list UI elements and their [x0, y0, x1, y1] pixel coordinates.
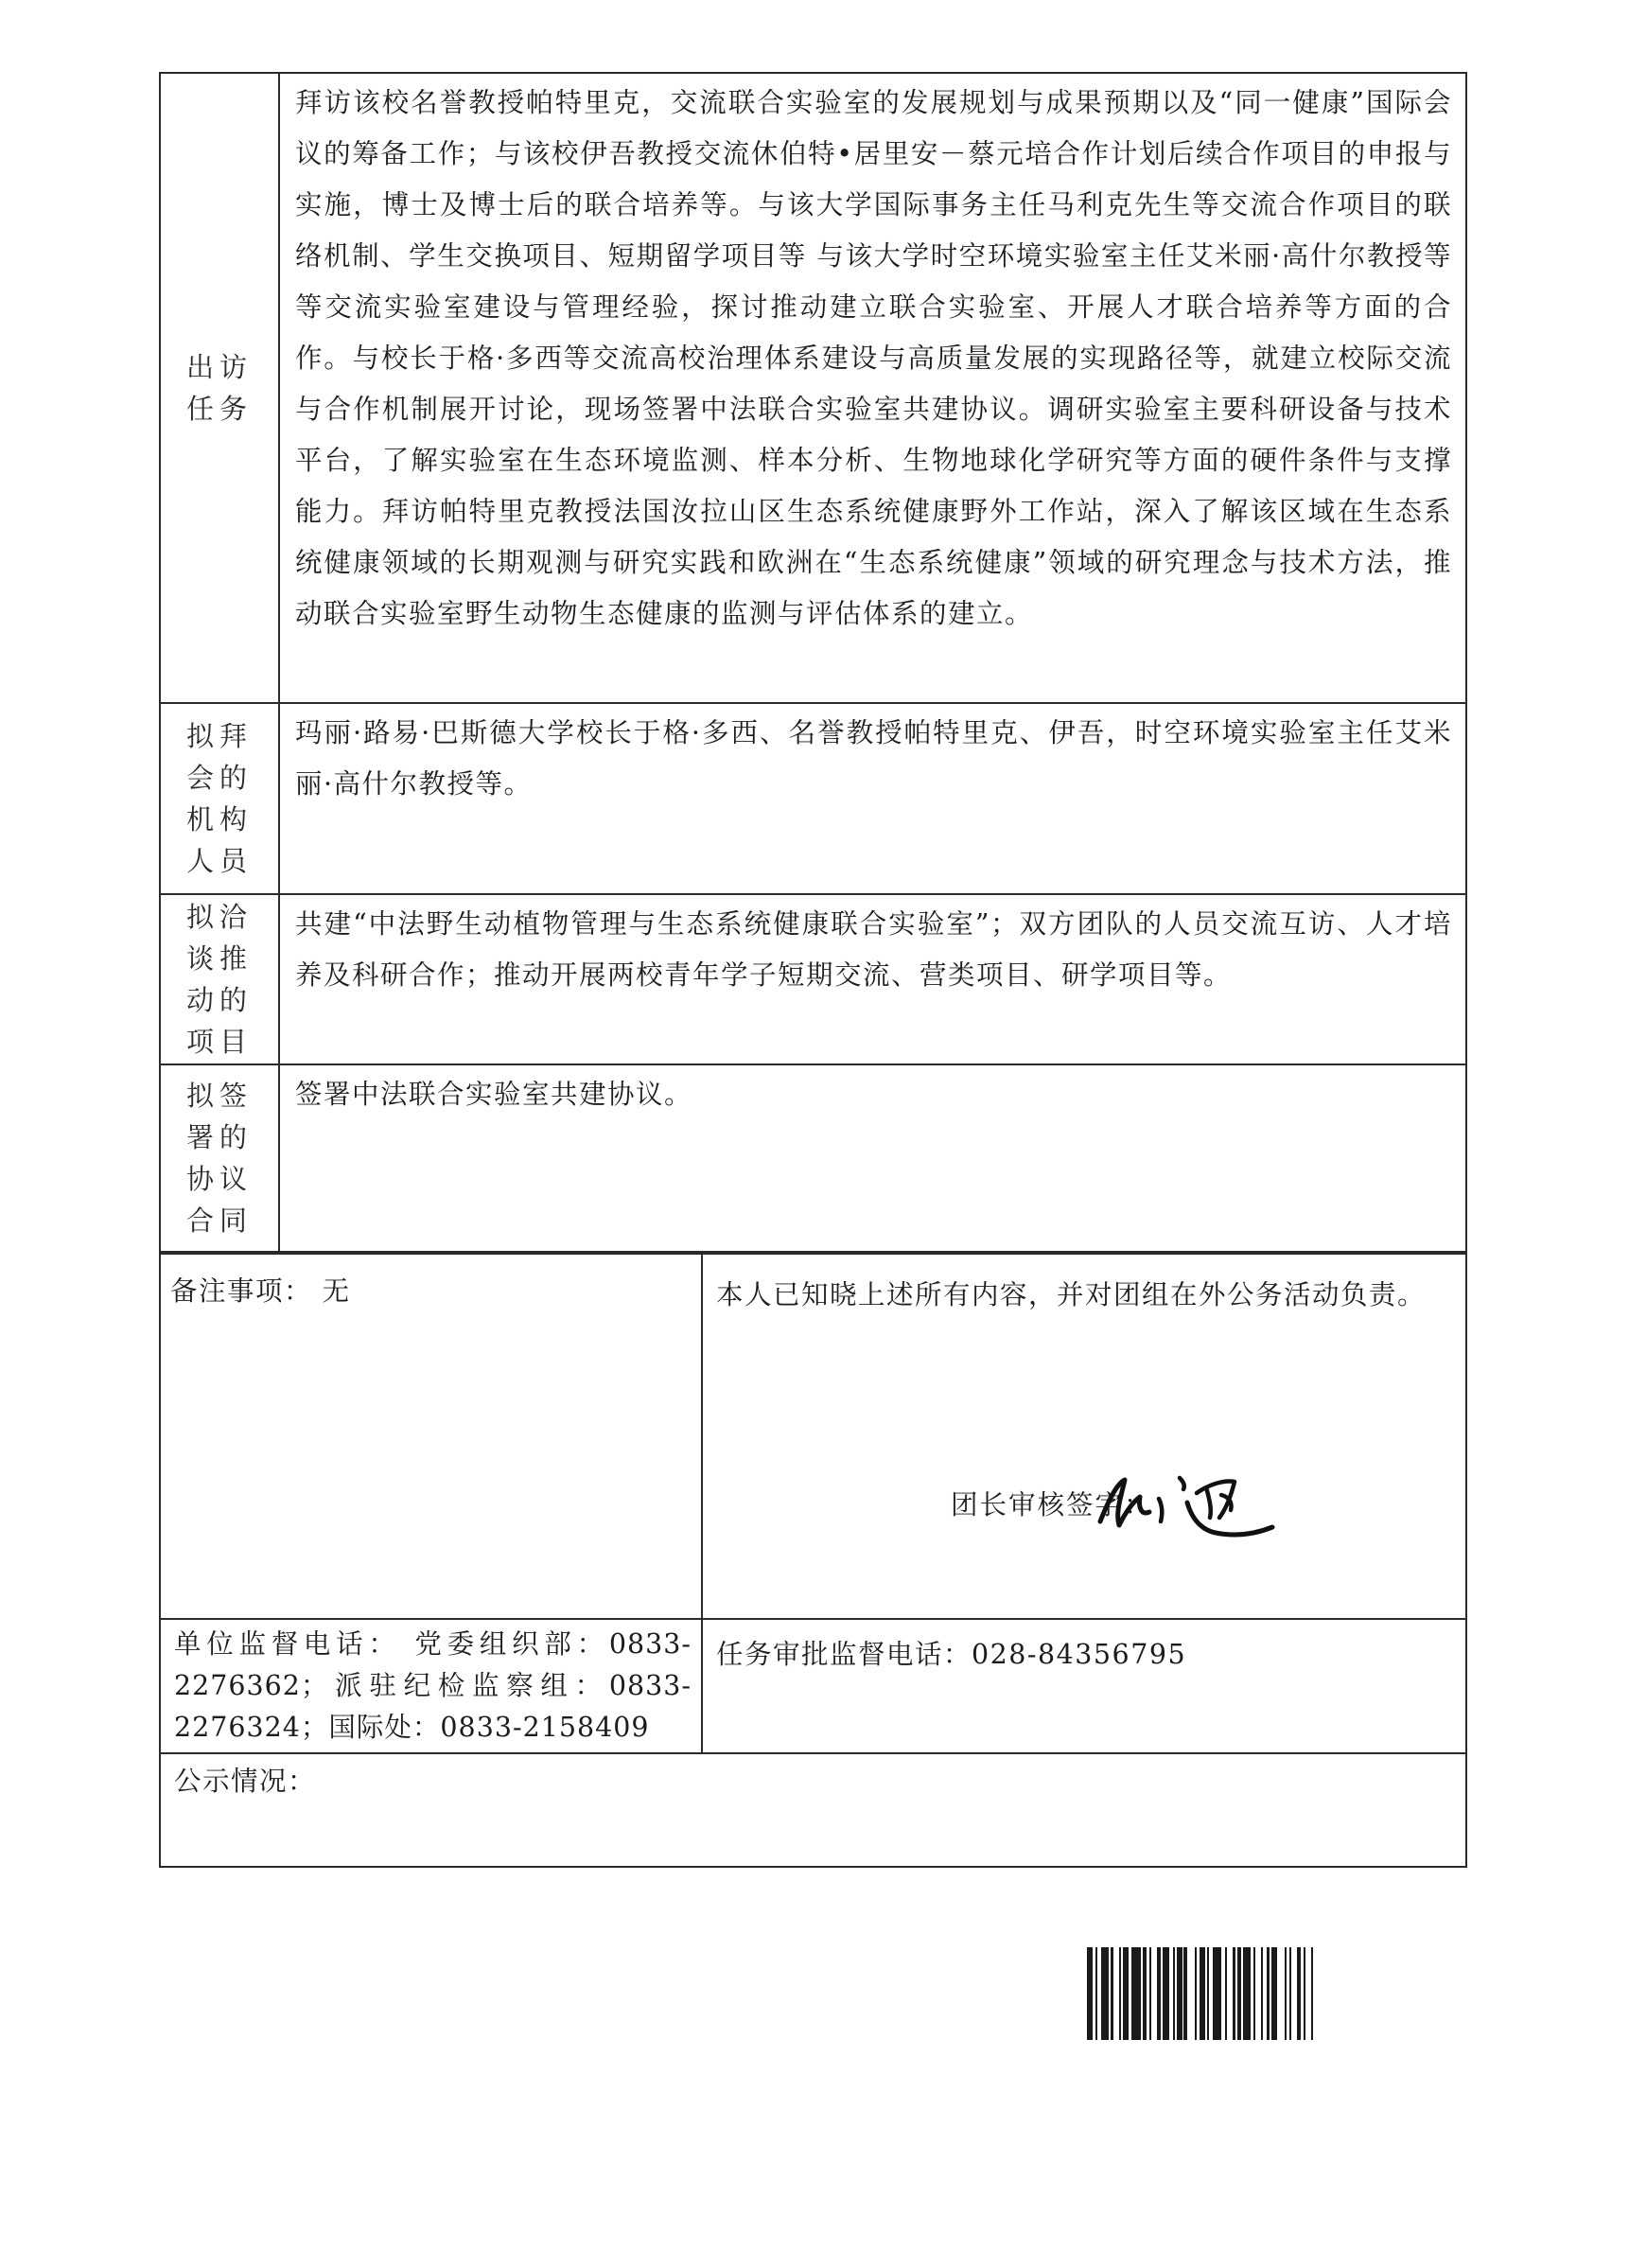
barcode-stripe — [1131, 1947, 1141, 2040]
visit-label-line: 拟拜 — [185, 720, 253, 752]
visit-label-line: 人员 — [185, 845, 253, 877]
visit-row — [160, 703, 1466, 894]
projects-label-line: 动的 — [185, 984, 253, 1016]
visit-label-line: 机构 — [185, 803, 253, 835]
footer-table — [159, 1253, 1467, 1868]
projects-label — [160, 894, 279, 1064]
agreement-row — [160, 1064, 1466, 1252]
task-text: 拜访该校名誉教授帕特里克，交流联合实验室的发展规划与成果预期以及“同一健康”国际会议的筹备工作；与该校伊吾教授交流休伯特•居里安－蔡元培合作计划后续合作项目的申报与实施，博士及博士后的联合培养等。与该大学国际事务主任马利克先生等交流合作项目的联络机制、学生交换项目、短期留学项目等 与该大学时空环境实验室主任艾米丽·高什尔教授等等交流实验室建设与管理经验，探讨推动建立联合实验室、开展人才联合培养等方面的合作。与校长于格·多西等交流高校治理体系建设与高质量发展的实现路径等，就建立校际交流与合作机制展开讨论，现场签署中法联合实验室共建协议。调研实验室主要科研设备与技术平台，了解实验室在生态环境监测、样本分析、生物地球化学研究等方面的硬件条件与支撑能力。拜访帕特里克教授法国汝拉山区生态系统健康野外工作站，深入了解该区域在生态系统健康领域的长期观测与研究实践和欧洲在“生态系统健康”领域的研究理念与技术方法，推动联合实验室野生动物生态健康的监测与评估体系的建立。 — [279, 73, 1466, 703]
remarks-row — [160, 1254, 1466, 1619]
remarks-cell — [160, 1254, 702, 1619]
publicity-row — [160, 1753, 1466, 1867]
visit-label — [160, 703, 279, 894]
application-form — [159, 72, 1467, 1868]
projects-text: 共建“中法野生动植物管理与生态系统健康联合实验室”；双方团队的人员交流互访、人才培养及科研合作；推动开展两校青年学子短期交流、营类项目、研学项目等。 — [279, 894, 1466, 1064]
pledge-text: 本人已知晓上述所有内容，并对团组在外公务活动负责。 — [716, 1279, 1427, 1310]
projects-label-line: 谈推 — [185, 942, 253, 975]
barcode-image — [1087, 1947, 1413, 2040]
unit-phone-cell — [160, 1619, 702, 1753]
approval-phone-cell — [702, 1619, 1466, 1753]
pledge-cell — [702, 1254, 1466, 1619]
agreement-text: 签署中法联合实验室共建协议。 — [279, 1064, 1466, 1252]
task-row — [160, 73, 1466, 703]
barcode-stripe — [1213, 1947, 1222, 2040]
barcode-stripe — [1243, 1947, 1251, 2040]
sign-label: 团长审核签字： — [951, 1489, 1153, 1521]
supervision-row — [160, 1619, 1466, 1753]
signature-image — [1093, 1455, 1282, 1550]
agreement-label-line: 协议 — [185, 1163, 253, 1195]
form-table — [159, 72, 1467, 1253]
barcode-stripe — [1277, 1947, 1285, 2040]
publicity-text: 公示情况： — [174, 1766, 317, 1797]
visit-text: 玛丽·路易·巴斯德大学校长于格·多西、名誉教授帕特里克、伊吾，时空环境实验室主任艾米丽·高什尔教授等。 — [279, 703, 1466, 894]
task-label-line: 出访 — [185, 351, 253, 383]
remarks-text: 备注事项： 无 — [170, 1275, 351, 1307]
unit-phone-text: 单位监督电话： 党委组织部：0833-2276362；派驻纪检监察组：0833-2276324；国际处：0833-2158409 — [174, 1628, 692, 1743]
agreement-label — [160, 1064, 279, 1252]
projects-row — [160, 894, 1466, 1064]
agreement-label-line: 署的 — [185, 1121, 253, 1153]
barcode-stripe — [1313, 1947, 1321, 2040]
barcode-stripe — [1187, 1947, 1195, 2040]
task-label-line: 任务 — [185, 393, 253, 425]
agreement-label-line: 合同 — [185, 1204, 253, 1237]
approval-phone-text: 任务审批监督电话：028-84356795 — [716, 1639, 1187, 1670]
agreement-label-line: 拟签 — [185, 1080, 253, 1112]
visit-label-line: 会的 — [185, 762, 253, 794]
projects-label-line: 项目 — [185, 1026, 253, 1058]
projects-label-line: 拟洽 — [185, 901, 253, 933]
task-label — [160, 73, 279, 703]
barcode-stripe — [1101, 1947, 1109, 2040]
publicity-cell — [160, 1753, 1466, 1867]
barcode-stripe — [1163, 1947, 1170, 2040]
